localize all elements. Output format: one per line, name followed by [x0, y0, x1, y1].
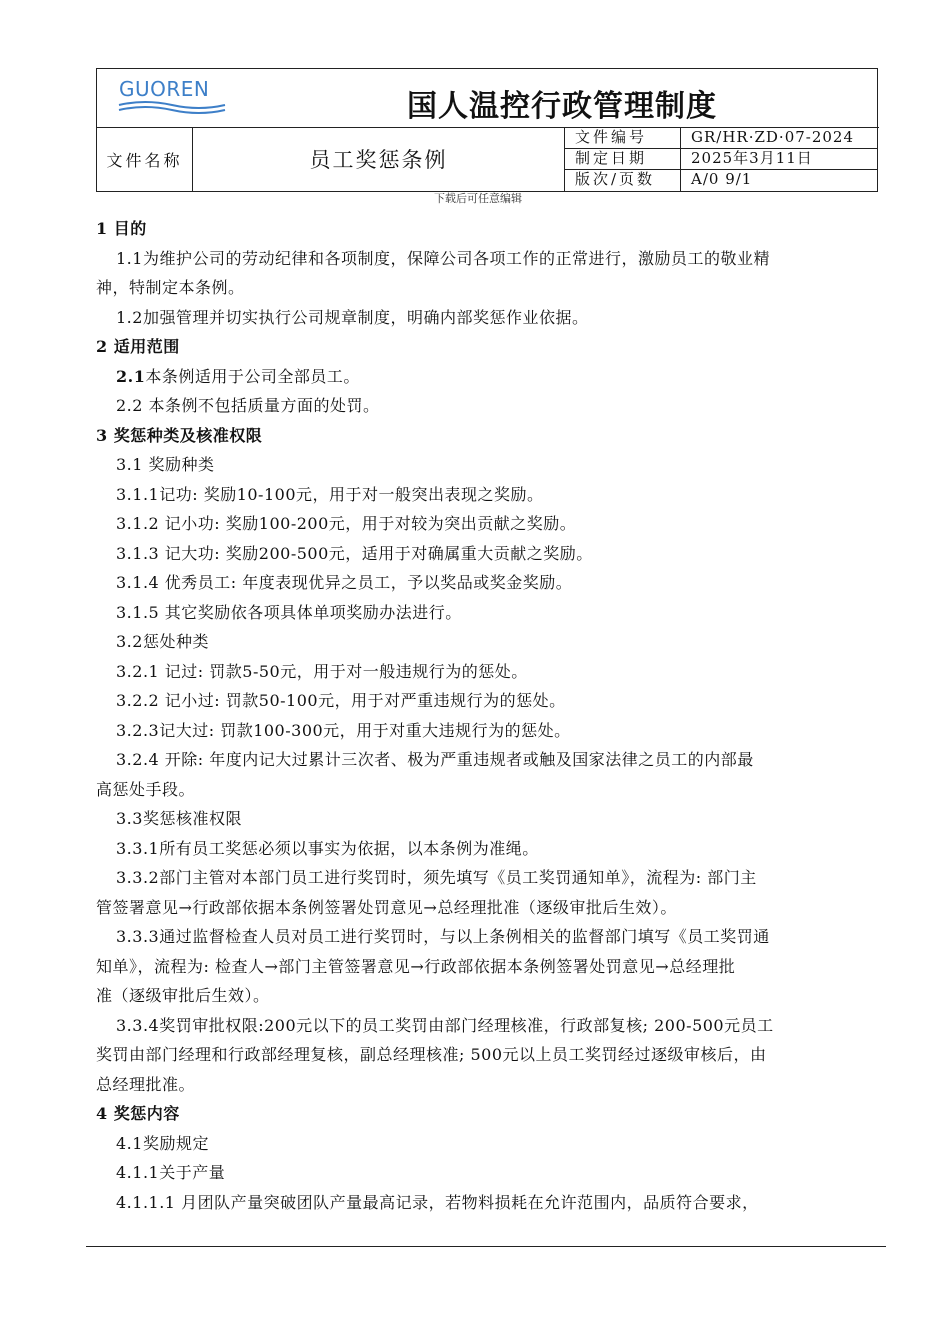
- body-line: 3.1.2 记小功: 奖励100-200元，用于对较为突出贡献之奖励。: [116, 514, 577, 533]
- body-line: 奖罚由部门经理和行政部经理复核，副总经理核准; 500元以上员工奖罚经过逐级审核后，由: [96, 1045, 767, 1064]
- logo-text: GUOREN: [119, 77, 210, 101]
- body-line: 3.1.3 记大功: 奖励200-500元，适用于对确属重大贡献之奖励。: [116, 543, 593, 563]
- body-line: 高惩处手段。: [96, 779, 196, 799]
- header-title-row: [97, 69, 879, 128]
- meta-value: GR/HR·ZD·07-2024: [691, 128, 855, 146]
- meta-key: 版次/页数: [565, 169, 681, 191]
- body-line: 3.3奖惩核准权限: [116, 809, 242, 828]
- section-heading: 2 适用范围: [96, 337, 180, 356]
- body-line: 3.3.3通过监督检查人员对员工进行奖罚时，与以上条例相关的监督部门填写《员工奖罚通: [116, 927, 770, 946]
- clause-text: 本条例适用于公司全部员工。: [145, 366, 360, 386]
- document-header: [96, 68, 878, 192]
- meta-key: 文件编号: [565, 127, 681, 148]
- section-heading: 3 奖惩种类及核准权限: [96, 425, 263, 445]
- meta-row-date: [565, 148, 877, 170]
- file-name-label: 文件名称: [97, 127, 193, 191]
- body-line: 神，特制定本条例。: [96, 278, 245, 297]
- section-heading: 4 奖惩内容: [96, 1104, 180, 1123]
- body-line: 3.1 奖励种类: [116, 455, 215, 474]
- file-name-value: 员工奖惩条例: [193, 127, 565, 191]
- body-line: 1.2加强管理并切实执行公司规章制度，明确内部奖惩作业依据。: [116, 307, 589, 327]
- section-heading: 1 目的: [96, 219, 147, 238]
- meta-value: 2025年3月11日: [691, 149, 813, 167]
- logo-wave-icon: [117, 99, 227, 115]
- body-line: 4.1奖励规定: [116, 1133, 209, 1153]
- body-line: 1.1为维护公司的劳动纪律和各项制度，保障公司各项工作的正常进行，激励员工的敬业精: [116, 248, 770, 268]
- body-line: 3.2.1 记过: 罚款5-50元，用于对一般违规行为的惩处。: [116, 661, 528, 681]
- meta-value: A/0 9/1: [691, 170, 753, 188]
- body-line: 3.1.5 其它奖励依各项具体单项奖励办法进行。: [116, 602, 462, 622]
- body-line: 3.3.2部门主管对本部门员工进行奖罚时，须先填写《员工奖罚通知单》，流程为: 部门主: [116, 868, 757, 887]
- body-line: 4.1.1.1 月团队产量突破团队产量最高记录，若物料损耗在允许范围内，品质符合要求，: [116, 1192, 759, 1212]
- body-line: 知单》，流程为: 检查人→部门主管签署意见→行政部依据本条例签署处罚意见→总经理批: [96, 956, 736, 976]
- body-line: 3.2.3记大过: 罚款100-300元，用于对重大违规行为的惩处。: [116, 720, 571, 740]
- body-line: [96, 362, 886, 392]
- body-line: 3.2.4 开除: 年度内记大过累计三次者、极为严重违规者或触及国家法律之员工的内部最: [116, 750, 754, 769]
- footer-divider: [86, 1246, 886, 1247]
- document-title: 国人温控行政管理制度: [407, 89, 717, 124]
- meta-row-doc-number: [565, 127, 877, 149]
- document-body: [96, 214, 886, 1217]
- meta-key: 制定日期: [565, 148, 681, 169]
- body-line: 3.1.4 优秀员工: 年度表现优异之员工，予以奖品或奖金奖励。: [116, 573, 573, 592]
- body-line: 3.1.1记功: 奖励10-100元，用于对一般突出表现之奖励。: [116, 484, 544, 504]
- body-line: 总经理批准。: [96, 1074, 196, 1094]
- body-line: 3.2.2 记小过: 罚款50-100元，用于对严重违规行为的惩处。: [116, 691, 566, 710]
- body-line: 3.3.4奖罚审批权限:200元以下的员工奖罚由部门经理核准，行政部复核; 200-500元员工: [116, 1015, 774, 1035]
- body-line: 准（逐级审批后生效）。: [96, 986, 270, 1005]
- body-line: 管签署意见→行政部依据本条例签署处罚意见→总经理批准（逐级审批后生效）。: [96, 897, 677, 917]
- meta-table: [565, 127, 877, 191]
- company-logo: [117, 77, 237, 117]
- meta-row-version: [565, 169, 877, 191]
- download-note: 下载后可任意编辑: [434, 192, 522, 205]
- body-line: 3.3.1所有员工奖惩必须以事实为依据，以本条例为准绳。: [116, 838, 539, 858]
- body-line: 4.1.1关于产量: [116, 1163, 226, 1182]
- clause-number: 2.1: [116, 366, 146, 386]
- body-line: 2.2 本条例不包括质量方面的处罚。: [116, 396, 380, 415]
- body-line: 3.2惩处种类: [116, 632, 209, 651]
